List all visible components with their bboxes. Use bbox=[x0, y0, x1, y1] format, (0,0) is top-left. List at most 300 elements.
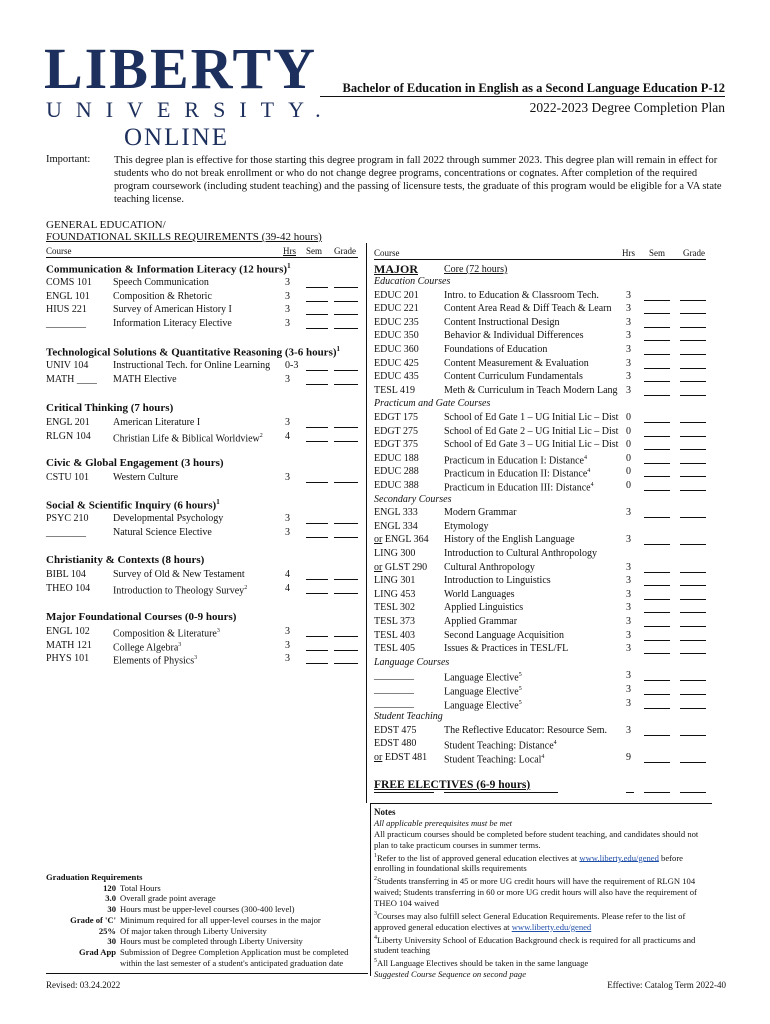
course-code: PHYS 101 bbox=[46, 653, 90, 665]
or-marker: or bbox=[374, 534, 383, 546]
gened-section-title-text: Critical Thinking (7 hours) bbox=[46, 402, 174, 414]
grade-blank[interactable] bbox=[334, 537, 358, 538]
semester-blank[interactable] bbox=[644, 680, 670, 681]
course-name-text: Language Elective bbox=[444, 672, 519, 684]
grade-blank[interactable] bbox=[680, 599, 706, 600]
course-name bbox=[444, 302, 612, 315]
course-hrs: 4 bbox=[285, 569, 290, 580]
grade-blank[interactable] bbox=[680, 395, 706, 396]
semester-blank[interactable] bbox=[306, 482, 328, 483]
semester-blank[interactable] bbox=[306, 328, 328, 329]
course-hrs: 3 bbox=[285, 653, 290, 665]
course-hrs: 3 bbox=[626, 697, 631, 709]
grade-blank[interactable] bbox=[334, 427, 358, 428]
course-hrs: 3 bbox=[626, 616, 631, 627]
note-1: $^1$Refer to the list of approved general education electives at www.liberty.edu/gened before enrolling in foundational skills requirements bbox=[374, 852, 684, 874]
semester-blank[interactable] bbox=[306, 370, 328, 371]
course-name-text: Practicum in Education I: Distance bbox=[444, 455, 584, 467]
course-name-text: American Literature I bbox=[113, 417, 201, 428]
grade-blank[interactable] bbox=[680, 626, 706, 627]
gened-col-hrs: Hrs bbox=[283, 246, 296, 256]
grade-blank[interactable] bbox=[680, 572, 706, 573]
major-group-title: Language Courses bbox=[374, 656, 450, 668]
notes-suggested: Suggested Course Sequence on second page bbox=[374, 968, 527, 979]
grade-blank[interactable] bbox=[334, 301, 358, 302]
semester-blank[interactable] bbox=[644, 585, 670, 586]
gened-heading bbox=[46, 219, 322, 243]
semester-blank[interactable] bbox=[306, 537, 328, 538]
logo-university: UNIVERSITY. bbox=[46, 97, 335, 122]
effective-term: Effective: Catalog Term 2022-40 bbox=[607, 980, 726, 990]
course-code: ________ bbox=[46, 526, 86, 538]
note-2-text: Students transferring in 45 or more UG credit hours will have the requirement of RLGN 104 waived; Students transferring in 60 or more UG credit hours will also have the requirement of THEO 104 waived bbox=[374, 876, 697, 908]
semester-blank[interactable] bbox=[644, 544, 670, 545]
course-code: EDST 475 bbox=[374, 724, 417, 736]
grade-blank[interactable] bbox=[680, 422, 706, 423]
graduation-item-value: Of major taken through Liberty University bbox=[120, 925, 267, 936]
course-code: ________ bbox=[374, 697, 414, 709]
course-name-text: Second Language Acquisition bbox=[444, 629, 564, 641]
gened-link[interactable]: www.liberty.edu/gened bbox=[579, 852, 659, 863]
course-name-text: Composition & Rhetoric bbox=[113, 290, 212, 302]
course-hrs: 3 bbox=[285, 472, 290, 483]
gened-section-title bbox=[46, 498, 220, 512]
semester-blank[interactable] bbox=[306, 287, 328, 288]
notes-title: Notes bbox=[374, 807, 396, 817]
semester-blank[interactable] bbox=[644, 395, 670, 396]
course-name-text: Instructional Tech. for Online Learning bbox=[113, 360, 271, 371]
course-hrs: 4 bbox=[285, 430, 290, 442]
free-elective-grade-blank[interactable] bbox=[680, 792, 706, 793]
grade-blank[interactable] bbox=[680, 653, 706, 654]
course-name bbox=[444, 615, 517, 628]
course-code: THEO 104 bbox=[46, 582, 91, 594]
course-hrs: 0 bbox=[626, 439, 631, 451]
course-name-text: Behavior & Individual Differences bbox=[444, 330, 584, 342]
free-elective-code-blank[interactable] bbox=[374, 792, 434, 793]
course-hrs: 3 bbox=[626, 684, 631, 695]
graduation-item-value: Submission of Degree Completion Application must be completed within the last semester of a student's anticipated graduation date bbox=[120, 946, 349, 968]
course-name bbox=[444, 601, 523, 614]
course-name-text: Information Literacy Elective bbox=[113, 318, 232, 330]
course-code: LING 300 bbox=[374, 548, 416, 559]
grade-blank[interactable] bbox=[680, 612, 706, 613]
course-code: MATH ____ bbox=[46, 373, 97, 385]
note-4: $^4$Liberty University School of Education Background check is required for all practicums and student teaching bbox=[374, 934, 696, 956]
course-code: TESL 373 bbox=[374, 616, 416, 627]
grade-blank[interactable] bbox=[334, 287, 358, 288]
course-hrs: 0 bbox=[626, 466, 631, 478]
notes-line1: All applicable prerequisites must be met bbox=[374, 817, 513, 828]
grade-blank[interactable] bbox=[680, 694, 706, 695]
graduation-item bbox=[46, 947, 368, 968]
course-name-text: Introduction to Cultural Anthropology bbox=[444, 548, 598, 559]
semester-blank[interactable] bbox=[306, 427, 328, 428]
note-1-text-end: before enrolling in foundational skills requirements bbox=[374, 852, 684, 874]
semester-blank[interactable] bbox=[644, 327, 670, 328]
grade-blank[interactable] bbox=[680, 680, 706, 681]
footnote-marker: 4 bbox=[583, 454, 587, 461]
course-name-text: Developmental Psychology bbox=[113, 513, 224, 524]
semester-blank[interactable] bbox=[306, 523, 328, 524]
notes-box bbox=[374, 807, 712, 980]
course-hrs: 3 bbox=[285, 417, 290, 428]
course-hrs: 3 bbox=[285, 304, 290, 316]
course-code: TESL 405 bbox=[374, 643, 416, 655]
course-hrs: 4 bbox=[285, 582, 290, 594]
course-name bbox=[113, 582, 247, 597]
semester-blank[interactable] bbox=[306, 314, 328, 315]
footnote-marker: 2 bbox=[244, 584, 248, 591]
grade-blank[interactable] bbox=[680, 762, 706, 763]
course-hrs: 3 bbox=[285, 526, 290, 538]
semester-blank[interactable] bbox=[644, 640, 670, 641]
course-hrs: 3 bbox=[626, 330, 631, 342]
grade-blank[interactable] bbox=[334, 441, 358, 442]
course-code: EDST 480 bbox=[374, 738, 417, 750]
course-code: EDGT 275 bbox=[374, 425, 418, 437]
course-hrs: 3 bbox=[626, 575, 631, 587]
grade-blank[interactable] bbox=[680, 463, 706, 464]
course-name-text: The Reflective Educator: Resource Sem. bbox=[444, 724, 607, 736]
course-name bbox=[444, 506, 516, 519]
course-name-text: Elements of Physics bbox=[113, 655, 195, 667]
grade-blank[interactable] bbox=[334, 328, 358, 329]
grade-blank[interactable] bbox=[680, 708, 706, 709]
semester-blank[interactable] bbox=[644, 422, 670, 423]
course-code: RLGN 104 bbox=[46, 430, 91, 442]
graduation-item bbox=[46, 893, 368, 904]
gened-section-title-text: Civic & Global Engagement (3 hours) bbox=[46, 457, 224, 469]
course-hrs: 3 bbox=[626, 507, 631, 519]
graduation-item-key: 3.0 bbox=[105, 893, 116, 904]
footnote-marker: 5 bbox=[518, 699, 522, 706]
grade-blank[interactable] bbox=[680, 476, 706, 477]
grade-blank[interactable] bbox=[334, 650, 358, 651]
course-hrs: 3 bbox=[626, 344, 631, 355]
grade-blank[interactable] bbox=[334, 314, 358, 315]
semester-blank[interactable] bbox=[644, 381, 670, 382]
course-hrs: 0-3 bbox=[285, 360, 299, 371]
gened-col-sem: Sem bbox=[306, 246, 323, 256]
footnote-marker: 1 bbox=[336, 345, 341, 353]
course-name bbox=[444, 425, 618, 438]
graduation-item bbox=[46, 936, 368, 947]
course-name bbox=[113, 568, 245, 581]
footnote-marker: 4 bbox=[541, 754, 545, 760]
grade-blank[interactable] bbox=[680, 585, 706, 586]
course-name-text: Foundations of Education bbox=[444, 344, 548, 355]
course-code: ENGL 101 bbox=[46, 290, 90, 302]
major-group-title: Secondary Courses bbox=[374, 493, 452, 505]
course-name bbox=[444, 533, 575, 546]
course-name-text: History of the English Language bbox=[444, 534, 575, 546]
course-name-text: Language Elective bbox=[444, 699, 519, 711]
major-col-course: Course bbox=[374, 248, 400, 258]
gened-section-title-text: Christianity & Contexts (8 hours) bbox=[46, 554, 205, 566]
course-name-text: Practicum in Education III: Distance bbox=[444, 482, 591, 494]
course-name bbox=[444, 561, 535, 574]
course-name bbox=[444, 370, 583, 383]
course-hrs: 3 bbox=[626, 371, 631, 383]
graduation-item-key: Grade of 'C' bbox=[70, 914, 116, 925]
course-code: ENGL 102 bbox=[46, 626, 90, 637]
note-4-text: Liberty University School of Education Background check is required for all practicums and student teaching bbox=[374, 934, 696, 956]
course-hrs: 3 bbox=[285, 626, 290, 637]
course-hrs: 0 bbox=[626, 412, 631, 423]
course-hrs: 3 bbox=[626, 289, 631, 301]
course-name-text: Introduction to Linguistics bbox=[444, 575, 551, 587]
course-name-text: Composition & Literature bbox=[113, 628, 217, 640]
grade-blank[interactable] bbox=[680, 517, 706, 518]
grade-blank[interactable] bbox=[680, 313, 706, 314]
course-hrs: 3 bbox=[285, 277, 290, 288]
graduation-item bbox=[46, 915, 368, 926]
course-name-text: Meth & Curriculum in Teach Modern Lang bbox=[444, 384, 618, 396]
gened-section-title-text: Communication & Information Literacy (12 hours) bbox=[46, 263, 288, 276]
grade-blank[interactable] bbox=[680, 368, 706, 369]
semester-blank[interactable] bbox=[644, 313, 670, 314]
grade-blank[interactable] bbox=[680, 640, 706, 641]
semester-blank[interactable] bbox=[306, 636, 328, 637]
graduation-item-value: Hours must be completed through Liberty University bbox=[120, 936, 303, 947]
course-hrs: 3 bbox=[285, 318, 290, 330]
grade-blank[interactable] bbox=[334, 370, 358, 371]
course-name bbox=[113, 290, 212, 303]
semester-blank[interactable] bbox=[306, 301, 328, 302]
gened-link-2[interactable]: www.liberty.edu/gened bbox=[511, 921, 592, 932]
course-name-text: Student Teaching: Local bbox=[444, 754, 542, 766]
grade-blank[interactable] bbox=[680, 490, 706, 491]
semester-blank[interactable] bbox=[306, 579, 328, 580]
semester-blank[interactable] bbox=[644, 735, 670, 736]
semester-blank[interactable] bbox=[644, 463, 670, 464]
course-code: EDUC 435 bbox=[374, 371, 419, 383]
course-hrs: 3 bbox=[285, 373, 290, 385]
graduation-requirements bbox=[46, 872, 368, 968]
grade-blank[interactable] bbox=[334, 593, 358, 594]
course-name-text: Content Instructional Design bbox=[444, 316, 560, 328]
course-code: HIUS 221 bbox=[46, 304, 87, 316]
gened-section-title-text: Social & Scientific Inquiry (6 hours) bbox=[46, 499, 217, 512]
course-code: EDUC 388 bbox=[374, 480, 419, 491]
course-hrs: 3 bbox=[626, 643, 631, 655]
important-text: This degree plan is effective for those starting this degree program in fall 2022 through summer 2023. This degree plan will remain in effect for students who do not break enrollment or who do not change degree programs, concentrations or cognates. After completion of the required program coursework (including student teaching) and the passing of licensure tests, the graduate of this program would be eligible for a VA state teaching license. bbox=[114, 155, 722, 205]
semester-blank[interactable] bbox=[644, 626, 670, 627]
course-hrs: 3 bbox=[626, 561, 631, 573]
course-name bbox=[444, 520, 488, 533]
grade-blank[interactable] bbox=[680, 544, 706, 545]
course-hrs: 9 bbox=[626, 752, 631, 763]
course-name-text: Cultural Anthropology bbox=[444, 561, 535, 573]
footnote-marker: 4 bbox=[587, 468, 591, 475]
course-name-text: Practicum in Education II: Distance bbox=[444, 468, 588, 480]
grade-blank[interactable] bbox=[334, 663, 358, 664]
semester-blank[interactable] bbox=[644, 612, 670, 613]
course-code: ________ bbox=[374, 670, 414, 682]
gened-section-title bbox=[46, 402, 173, 414]
course-name bbox=[444, 697, 522, 712]
notes-left-rule bbox=[370, 803, 371, 976]
semester-blank[interactable] bbox=[644, 694, 670, 695]
gened-section-title bbox=[46, 611, 236, 623]
grade-blank[interactable] bbox=[334, 579, 358, 580]
course-hrs: 3 bbox=[626, 670, 631, 682]
footnote-marker: 3 bbox=[178, 641, 182, 648]
course-code: EDGT 375 bbox=[374, 439, 418, 451]
graduation-title: Graduation Requirements bbox=[46, 872, 143, 882]
semester-blank[interactable] bbox=[644, 708, 670, 709]
semester-blank[interactable] bbox=[644, 762, 670, 763]
course-hrs: 3 bbox=[626, 629, 631, 641]
grade-blank[interactable] bbox=[680, 354, 706, 355]
notes-top-rule bbox=[370, 803, 712, 804]
free-elective-name-blank[interactable] bbox=[444, 792, 558, 793]
course-code: TESL 403 bbox=[374, 629, 416, 641]
major-col-grade: Grade bbox=[683, 248, 705, 258]
gened-section-title-text: Technological Solutions & Quantitative Reasoning (3-6 hours) bbox=[46, 346, 337, 359]
semester-blank[interactable] bbox=[644, 572, 670, 573]
semester-blank[interactable] bbox=[644, 449, 670, 450]
course-name-text: Applied Grammar bbox=[444, 616, 518, 627]
course-name bbox=[113, 652, 197, 667]
logo-online: ONLINE bbox=[124, 124, 230, 151]
course-hrs: 3 bbox=[626, 724, 631, 736]
course-name-text: Modern Grammar bbox=[444, 507, 517, 519]
footnote-marker: 4 bbox=[590, 482, 594, 488]
logo-liberty: LIBERTY bbox=[44, 36, 318, 101]
course-name-text: Christian Life & Biblical Worldview bbox=[113, 433, 260, 445]
course-name bbox=[444, 384, 618, 397]
course-name bbox=[113, 276, 209, 289]
course-name-text: Student Teaching: Distance bbox=[444, 740, 554, 752]
course-code: EDUC 221 bbox=[374, 303, 419, 315]
course-name-text: School of Ed Gate 3 – UG Initial Lic – Dist bbox=[444, 439, 619, 451]
course-code: ________ bbox=[374, 684, 414, 695]
course-code: EDUC 288 bbox=[374, 466, 419, 478]
semester-blank[interactable] bbox=[644, 354, 670, 355]
semester-blank[interactable] bbox=[644, 340, 670, 341]
course-name bbox=[113, 373, 177, 386]
course-name bbox=[113, 359, 270, 372]
course-name bbox=[444, 357, 589, 370]
semester-blank[interactable] bbox=[644, 300, 670, 301]
grade-blank[interactable] bbox=[680, 735, 706, 736]
graduation-item bbox=[46, 904, 368, 915]
gened-col-grade: Grade bbox=[334, 246, 356, 256]
course-name bbox=[113, 471, 178, 484]
free-elective-hrs-blank[interactable] bbox=[626, 792, 634, 793]
grade-blank[interactable] bbox=[334, 636, 358, 637]
grade-blank[interactable] bbox=[680, 300, 706, 301]
course-name bbox=[444, 751, 544, 766]
course-name bbox=[444, 588, 515, 601]
grade-blank[interactable] bbox=[680, 381, 706, 382]
course-name bbox=[444, 438, 618, 451]
grade-blank[interactable] bbox=[334, 482, 358, 483]
semester-blank[interactable] bbox=[306, 593, 328, 594]
grade-blank[interactable] bbox=[334, 523, 358, 524]
semester-blank[interactable] bbox=[306, 663, 328, 664]
major-core: Core (72 hours) bbox=[444, 264, 508, 275]
note-5-text: All Language Electives should be taken in the same language bbox=[377, 958, 589, 969]
grade-blank[interactable] bbox=[680, 340, 706, 341]
course-hrs: 3 bbox=[626, 534, 631, 546]
semester-blank[interactable] bbox=[644, 653, 670, 654]
course-hrs: 3 bbox=[626, 357, 631, 369]
course-code: UNIV 104 bbox=[46, 360, 89, 371]
semester-blank[interactable] bbox=[644, 517, 670, 518]
semester-blank[interactable] bbox=[306, 441, 328, 442]
course-code: or ENGL 364 bbox=[374, 534, 429, 546]
graduation-item-key: 30 bbox=[107, 936, 116, 947]
graduation-item-value: Total Hours bbox=[120, 882, 161, 893]
grade-blank[interactable] bbox=[680, 449, 706, 450]
course-name bbox=[113, 430, 263, 445]
free-elective-sem-blank[interactable] bbox=[644, 792, 670, 793]
course-code: ENGL 333 bbox=[374, 507, 418, 519]
course-name-text: Content Measurement & Evaluation bbox=[444, 357, 589, 369]
course-name bbox=[444, 343, 547, 356]
grade-blank[interactable] bbox=[680, 327, 706, 328]
course-name bbox=[444, 289, 599, 302]
gened-section-title bbox=[46, 457, 224, 469]
semester-blank[interactable] bbox=[644, 599, 670, 600]
course-name-text: Issues & Practices in TESL/FL bbox=[444, 643, 569, 655]
grade-blank[interactable] bbox=[680, 436, 706, 437]
course-name-text: School of Ed Gate 1 – UG Initial Lic – Dist bbox=[444, 412, 619, 423]
semester-blank[interactable] bbox=[644, 436, 670, 437]
gened-heading-2: FOUNDATIONAL SKILLS REQUIREMENTS (39-42 hours) bbox=[46, 231, 322, 243]
course-hrs: 3 bbox=[626, 316, 631, 328]
column-divider bbox=[366, 243, 367, 803]
course-name-text: World Languages bbox=[444, 588, 515, 600]
major-label: MAJOR bbox=[374, 262, 418, 276]
course-hrs: 0 bbox=[626, 480, 631, 491]
course-name-text: Content Area Read & Diff Teach & Learn bbox=[444, 303, 612, 315]
graduation-item bbox=[46, 926, 368, 937]
course-code: or EDST 481 bbox=[374, 752, 428, 763]
course-hrs: 3 bbox=[285, 513, 290, 524]
footnote-marker: 1 bbox=[287, 262, 291, 270]
semester-blank[interactable] bbox=[306, 650, 328, 651]
semester-blank[interactable] bbox=[644, 368, 670, 369]
course-name bbox=[113, 303, 232, 316]
graduation-item-value: Overall grade point average bbox=[120, 893, 216, 904]
graduation-item bbox=[46, 883, 368, 894]
or-marker: or bbox=[374, 561, 383, 573]
major-group-title: Education Courses bbox=[374, 276, 451, 287]
course-code: EDUC 425 bbox=[374, 357, 419, 369]
grade-blank[interactable] bbox=[334, 384, 358, 385]
course-code: LING 301 bbox=[374, 575, 416, 587]
course-name-text: College Algebra bbox=[113, 642, 179, 654]
course-name-text: Natural Science Elective bbox=[113, 526, 212, 538]
semester-blank[interactable] bbox=[306, 384, 328, 385]
course-code: MATH 121 bbox=[46, 639, 92, 651]
free-electives-heading: FREE ELECTIVES (6-9 hours) bbox=[374, 779, 531, 791]
semester-blank[interactable] bbox=[644, 490, 670, 491]
course-code: TESL 419 bbox=[374, 384, 416, 396]
course-name-text: MATH Elective bbox=[113, 373, 177, 385]
course-hrs: 0 bbox=[626, 452, 631, 464]
course-hrs: 3 bbox=[626, 303, 631, 315]
page-title: Bachelor of Education in English as a Second Language Education P-12 bbox=[342, 81, 725, 95]
course-name-text: Introduction to Theology Survey bbox=[113, 585, 245, 597]
course-name-text: Survey of American History I bbox=[113, 304, 232, 316]
course-code: TESL 302 bbox=[374, 602, 416, 614]
semester-blank[interactable] bbox=[644, 476, 670, 477]
